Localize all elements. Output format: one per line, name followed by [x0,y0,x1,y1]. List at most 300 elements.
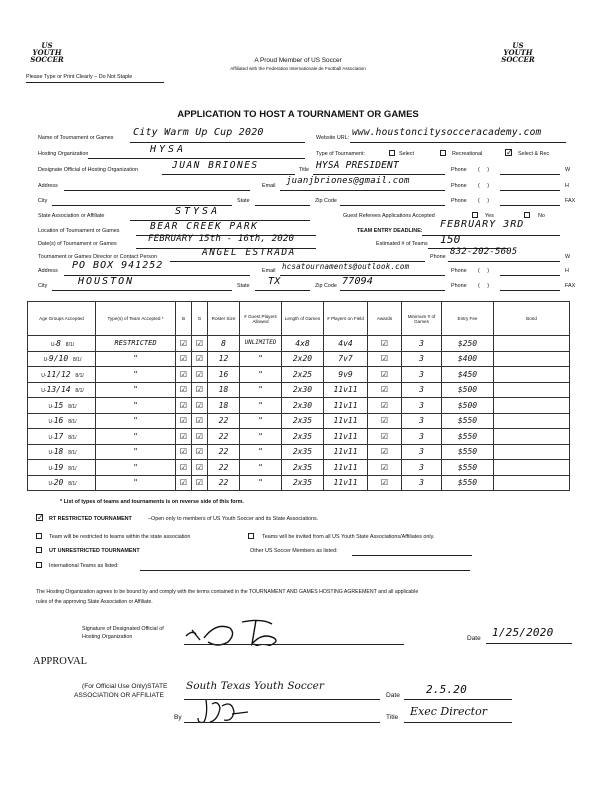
guest-cell[interactable]: " [240,398,282,414]
bond-cell[interactable] [494,413,570,429]
min-games-cell[interactable]: 3 [402,336,442,352]
affiliation-line: Affiliated with the Federation Internationale de Football Association [230,66,366,71]
length-cell[interactable]: 2x35 [282,444,324,460]
rt-description: –Open only to members of US Youth Soccer and its State Associations. [148,516,319,522]
roster-cell[interactable]: 22 [208,444,240,460]
players-cell[interactable]: 11v11 [324,398,368,414]
type-cell[interactable]: " [96,367,176,383]
bond-cell[interactable] [494,398,570,414]
table-row [28,444,570,460]
designate-line [162,174,295,175]
check-mark-icon: ☑ [195,385,204,395]
players-cell[interactable]: 11v11 [324,382,368,398]
header-bond: Bond [494,302,570,336]
roster-cell[interactable]: 8 [208,336,240,352]
age-cell[interactable]: U-11/12 8/1/ [28,367,96,383]
fee-cell[interactable]: $550 [442,475,494,491]
label-state-assoc: State Association or Affiliate [38,213,105,219]
label-phone-2: Phone [451,183,467,189]
guest-cell[interactable]: " [240,351,282,367]
boys-check-cell[interactable] [176,444,192,460]
age-cell[interactable]: U-19 8/1/ [28,460,96,476]
ut-checkbox[interactable] [36,547,42,553]
signature-date-value[interactable]: 1/25/2020 [492,626,554,639]
roster-cell[interactable]: 22 [208,475,240,491]
label-director-address: Address [38,268,58,274]
label-city: City [38,198,48,204]
table-row [28,336,570,352]
label-state: State [237,198,250,204]
boys-check-cell[interactable] [176,398,192,414]
title-line [313,174,445,175]
website-value[interactable]: www.houstoncitysocceracademy.com [352,127,542,138]
label-location: Location of Tournament or Games [38,228,120,234]
length-cell[interactable]: 4x8 [282,336,324,352]
approval-title-value[interactable]: Exec Director [410,705,487,718]
address-line [64,190,250,191]
director-zip-value[interactable]: 77094 [342,276,374,287]
check-mark-icon: ☑ [195,478,204,488]
director-email-value[interactable]: hcsatournaments@outlook.com [282,262,410,271]
ut-label: UT UNRESTRICTED TOURNAMENT [49,548,140,554]
agreement-text: The Hosting Organization agrees to be bound by and comply with the terms contained in the TOURNAMENT AND GAMES HOSTING AGREEMENT and all applicable [36,589,419,595]
age-cell[interactable]: U-9/10 8/1/ [28,351,96,367]
approval-date-line [404,699,512,700]
label-recreational: Recreational [452,151,483,157]
table-row [28,351,570,367]
header-entry-fee: Entry Fee [442,302,494,336]
phone-line-2 [500,190,560,191]
min-games-cell[interactable]: 3 [402,444,442,460]
girls-check-cell[interactable] [192,398,208,414]
table-header-row [28,302,570,336]
fee-cell[interactable]: $400 [442,351,494,367]
min-games-cell[interactable]: 3 [402,382,442,398]
bond-cell[interactable] [494,367,570,383]
check-mark-icon: ✓ [37,513,44,522]
length-cell[interactable]: 2x20 [282,351,324,367]
check-mark-icon: ☑ [380,478,389,488]
label-select: Select [399,151,414,157]
website-line [350,142,566,143]
director-phone-line [448,261,560,262]
phone-paren: ( ) [478,167,490,173]
table-row [28,398,570,414]
header-boys: B [176,302,192,336]
rt-checkbox[interactable] [36,514,43,521]
by-line [184,722,380,723]
label-director-email: Email [262,268,276,274]
approval-date-value[interactable]: 2.5.20 [426,683,467,696]
email-line [280,190,445,191]
type-cell[interactable]: " [96,429,176,445]
label-w-2: W [565,254,571,260]
designate-title-value[interactable]: HYSA PRESIDENT [316,160,399,171]
assoc-label-2: ASSOCIATION OR AFFILIATE [74,692,164,699]
state-only-checkbox[interactable] [36,533,42,539]
guest-cell[interactable]: " [240,413,282,429]
awards-check-cell[interactable] [368,429,402,445]
awards-check-cell[interactable] [368,336,402,352]
form-title: APPLICATION TO HOST A TOURNAMENT OR GAMES [177,109,419,120]
age-cell[interactable]: U-18 8/1/ [28,444,96,460]
fee-cell[interactable]: $550 [442,460,494,476]
roster-cell[interactable]: 18 [208,398,240,414]
guest-cell[interactable]: " [240,444,282,460]
international-label: International Teams as listed: [49,563,119,569]
label-dates: Date(s) of Tournament or Games [38,241,117,247]
signature-label: Signature of Designated Official of Hosting Organization [82,626,164,640]
players-cell[interactable]: 4v4 [324,336,368,352]
phone-line-1 [500,174,560,175]
bond-cell[interactable] [494,475,570,491]
check-mark-icon: ☑ [179,416,188,426]
min-games-cell[interactable]: 3 [402,398,442,414]
bond-cell[interactable] [494,351,570,367]
length-cell[interactable]: 2x35 [282,475,324,491]
signature-date-label: Date [467,635,481,642]
type-cell[interactable]: " [96,475,176,491]
recreational-checkbox[interactable] [440,150,446,156]
players-cell[interactable]: 7v7 [324,351,368,367]
check-mark-icon: ☑ [195,462,204,472]
type-cell[interactable]: " [96,382,176,398]
age-group-table [27,301,570,491]
check-mark-icon: ☑ [380,416,389,426]
check-mark-icon: ☑ [179,354,188,364]
header-girls: G [192,302,208,336]
label-email: Email [262,183,276,189]
invited-label: Teams will be invited from all US Youth State Associations/Affiliates only. [262,534,435,540]
label-address: Address [38,183,58,189]
roster-cell[interactable]: 22 [208,429,240,445]
length-cell[interactable]: 2x30 [282,382,324,398]
boys-check-cell[interactable] [176,336,192,352]
table-row [28,367,570,383]
fee-cell[interactable]: $550 [442,413,494,429]
awards-check-cell[interactable] [368,382,402,398]
label-name: Name of Tournament or Games [38,135,114,141]
label-director-phone: Phone [430,254,446,260]
age-cell[interactable]: U-13/14 8/1/ [28,382,96,398]
state-assoc-value[interactable]: STYSA [175,206,221,217]
title-label: Title [386,714,399,721]
boys-check-cell[interactable] [176,413,192,429]
director-state-line [255,290,310,291]
girls-check-cell[interactable] [192,351,208,367]
label-fax-2: FAX [565,283,576,289]
phone-line-3 [500,205,560,206]
check-mark-icon: ✓ [506,148,513,157]
age-group-rows [28,336,570,491]
players-cell[interactable]: 11v11 [324,413,368,429]
girls-check-cell[interactable] [192,429,208,445]
label-hosting-org: Hosting Organization [38,151,89,157]
signature-line [184,644,404,645]
agreement-text-2: rules of the approving State Association or Affiliate. [36,599,153,605]
label-director-city: City [38,283,48,289]
awards-check-cell[interactable] [368,413,402,429]
us-youth-soccer-logo-left: US YOUTH SOCCER [30,41,64,64]
label-no: No [538,213,545,219]
boys-check-cell[interactable] [176,475,192,491]
director-zip-line [340,290,445,291]
awards-check-cell[interactable] [368,475,402,491]
director-value[interactable]: ANGEL ESTRADA [202,247,296,258]
girls-check-cell[interactable] [192,413,208,429]
label-title: Title [299,167,309,173]
location-value[interactable]: BEAR CREEK PARK [150,221,259,232]
label-director: Tournament or Games Director or Contact Person [38,254,157,260]
check-mark-icon: ☑ [195,354,204,364]
director-phone-value[interactable]: 832-202-5605 [450,247,518,257]
approval-date-label: Date [386,692,400,699]
state-line [255,205,310,206]
label-director-state: State [237,283,250,289]
min-games-cell[interactable]: 3 [402,429,442,445]
fee-cell[interactable]: $550 [442,444,494,460]
check-mark-icon: ☑ [380,354,389,364]
boys-check-cell[interactable] [176,351,192,367]
other-members-label: Other US Soccer Members as listed: [250,548,338,554]
length-cell[interactable]: 2x25 [282,367,324,383]
header-team-types: Type(s) of Team Accepted * [96,302,176,336]
footnote: * List of types of teams and tournaments is on reverse side of this form. [60,499,244,505]
table-row [28,460,570,476]
type-cell[interactable]: " [96,398,176,414]
check-mark-icon: ☑ [179,447,188,457]
age-cell[interactable]: U-17 8/1/ [28,429,96,445]
min-games-cell[interactable]: 3 [402,413,442,429]
phone-line-5 [500,290,560,291]
min-games-cell[interactable]: 3 [402,351,442,367]
age-cell[interactable]: U-15 8/1/ [28,398,96,414]
label-deadline: TEAM ENTRY DEADLINE: [357,228,423,234]
fee-cell[interactable]: $500 [442,382,494,398]
awards-check-cell[interactable] [368,444,402,460]
label-phone-4: Phone [451,268,467,274]
players-cell[interactable]: 11v11 [324,460,368,476]
table-row [28,382,570,398]
girls-check-cell[interactable] [192,382,208,398]
players-cell[interactable]: 9v9 [324,367,368,383]
tournament-name-value[interactable]: City Warm Up Cup 2020 [133,127,264,138]
label-fax: FAX [565,198,576,204]
boys-check-cell[interactable] [176,460,192,476]
guest-cell[interactable]: " [240,367,282,383]
players-cell[interactable]: 11v11 [324,444,368,460]
check-mark-icon: ☑ [179,431,188,441]
approval-title-line [404,722,512,723]
label-yes: Yes [485,213,494,219]
invited-checkbox[interactable] [248,533,254,539]
hosting-org-line [88,158,305,159]
players-cell[interactable]: 11v11 [324,429,368,445]
table-row [28,475,570,491]
check-mark-icon: ☑ [179,462,188,472]
check-mark-icon: ☑ [195,338,204,348]
girls-check-cell[interactable] [192,475,208,491]
select-checkbox[interactable] [389,150,395,156]
girls-check-cell[interactable] [192,336,208,352]
check-mark-icon: ☑ [195,400,204,410]
instruction-text: Please Type or Print Clearly – Do Not Staple [26,74,133,80]
bond-cell[interactable] [494,460,570,476]
director-address-value[interactable]: PO BOX 941252 [72,260,164,271]
roster-cell[interactable]: 18 [208,382,240,398]
check-mark-icon: ☑ [179,385,188,395]
email-value[interactable]: juanjbriones@gmail.com [286,176,410,186]
fee-cell[interactable]: $500 [442,398,494,414]
length-cell[interactable]: 2x35 [282,413,324,429]
guest-cell[interactable]: " [240,382,282,398]
label-designate: Designate Official of Hosting Organization [38,167,138,173]
designate-value[interactable]: JUAN BRIONES [172,160,259,171]
state-only-label: Team will be restricted to teams within the state association [49,534,191,540]
label-referees: Guest Referees Applications Accepted [343,213,435,219]
header-min-games: Minimum # of Games [402,302,442,336]
referees-yes-checkbox[interactable] [472,212,478,218]
girls-check-cell[interactable] [192,367,208,383]
header-age-groups: Age Groups Accepted [28,302,96,336]
label-h: H [565,183,569,189]
boys-check-cell[interactable] [176,367,192,383]
players-cell[interactable]: 11v11 [324,475,368,491]
header-divider [26,82,164,83]
name-line [130,142,305,143]
awards-check-cell[interactable] [368,367,402,383]
label-director-zip: Zip Code [315,283,337,289]
signature-date-line [486,643,572,644]
type-cell[interactable]: RESTRICTED [96,336,176,352]
bond-cell[interactable] [494,444,570,460]
length-cell[interactable]: 2x30 [282,398,324,414]
roster-cell[interactable]: 16 [208,367,240,383]
check-mark-icon: ☑ [380,400,389,410]
guest-cell[interactable]: " [240,475,282,491]
awards-check-cell[interactable] [368,460,402,476]
approval-heading: APPROVAL [33,656,88,667]
awards-check-cell[interactable] [368,351,402,367]
fee-cell[interactable]: $250 [442,336,494,352]
check-mark-icon: ☑ [380,431,389,441]
zip-line [340,205,445,206]
phone-paren: ( ) [478,198,490,204]
awards-check-cell[interactable] [368,398,402,414]
type-cell[interactable]: " [96,460,176,476]
phone-paren: ( ) [478,183,490,189]
length-cell[interactable]: 2x35 [282,429,324,445]
type-cell[interactable]: " [96,351,176,367]
phone-line-4 [500,275,560,276]
guest-cell[interactable]: " [240,429,282,445]
girls-check-cell[interactable] [192,444,208,460]
deadline-value[interactable]: FEBRUARY 3RD [440,219,525,230]
check-mark-icon: ☑ [195,416,204,426]
type-cell[interactable]: " [96,444,176,460]
check-mark-icon: ☑ [380,369,389,379]
label-phone-3: Phone [451,198,467,204]
international-line [140,570,470,571]
check-mark-icon: ☑ [179,338,188,348]
min-games-cell[interactable]: 3 [402,367,442,383]
check-mark-icon: ☑ [380,338,389,348]
bond-cell[interactable] [494,382,570,398]
guest-cell[interactable]: UNLIMITED [240,336,282,352]
check-mark-icon: ☑ [179,369,188,379]
director-state-value[interactable]: TX [268,276,281,287]
check-mark-icon: ☑ [380,385,389,395]
boys-check-cell[interactable] [176,382,192,398]
fee-cell[interactable]: $450 [442,367,494,383]
assoc-label-1: (For Official Use Only)STATE [82,683,168,690]
fee-cell[interactable]: $550 [442,429,494,445]
type-cell[interactable]: " [96,413,176,429]
bond-cell[interactable] [494,429,570,445]
roster-cell[interactable]: 12 [208,351,240,367]
age-cell[interactable]: U-16 8/1/ [28,413,96,429]
roster-cell[interactable]: 22 [208,413,240,429]
header-players-on-field: # Players on Field [324,302,368,336]
director-city-value[interactable]: HOUSTON [78,276,135,287]
check-mark-icon: ☑ [179,400,188,410]
table-row [28,413,570,429]
header-length: Length of Games [282,302,324,336]
rt-label: RT RESTRICTED TOURNAMENT [49,516,132,522]
international-checkbox[interactable] [36,562,42,568]
header-awards: Awards [368,302,402,336]
roster-cell[interactable]: 22 [208,460,240,476]
label-phone-1: Phone [451,167,467,173]
label-w: W [565,167,571,173]
referees-no-checkbox[interactable] [524,212,530,218]
boys-check-cell[interactable] [176,429,192,445]
age-cell[interactable]: U-20 8/1/ [28,475,96,491]
label-phone-5: Phone [451,283,467,289]
check-mark-icon: ☑ [380,462,389,472]
length-cell[interactable]: 2x35 [282,460,324,476]
min-games-cell[interactable]: 3 [402,475,442,491]
girls-check-cell[interactable] [192,460,208,476]
phone-paren: ( ) [478,283,490,289]
by-label: By [174,714,182,721]
applicant-signature [184,614,304,646]
bond-cell[interactable] [494,336,570,352]
label-type: Type of Tournament: [316,151,366,157]
header-guest-players: # Guest Players Allowed [240,302,282,336]
check-mark-icon: ☑ [380,447,389,457]
label-select-rec: Select & Rec [518,151,550,157]
est-teams-value[interactable]: 150 [440,233,461,246]
check-mark-icon: ☑ [195,369,204,379]
check-mark-icon: ☑ [195,447,204,457]
guest-cell[interactable]: " [240,460,282,476]
label-h-2: H [565,268,569,274]
check-mark-icon: ☑ [195,431,204,441]
label-zip: Zip Code [315,198,337,204]
director-city-line [52,290,232,291]
label-est-teams: Estimated # of Teams [376,241,428,247]
age-cell[interactable]: U-8 8/1/ [28,336,96,352]
hosting-org-value[interactable]: HYSA [150,144,187,155]
us-youth-soccer-logo-right: US YOUTH SOCCER [501,41,535,64]
assoc-value[interactable]: South Texas Youth Soccer [186,680,324,692]
dates-value[interactable]: FEBRUARY 15th - 16th, 2020 [148,234,295,244]
select-rec-checkbox[interactable] [505,149,512,156]
min-games-cell[interactable]: 3 [402,460,442,476]
check-mark-icon: ☑ [179,478,188,488]
header-roster-size: Roster Size [208,302,240,336]
